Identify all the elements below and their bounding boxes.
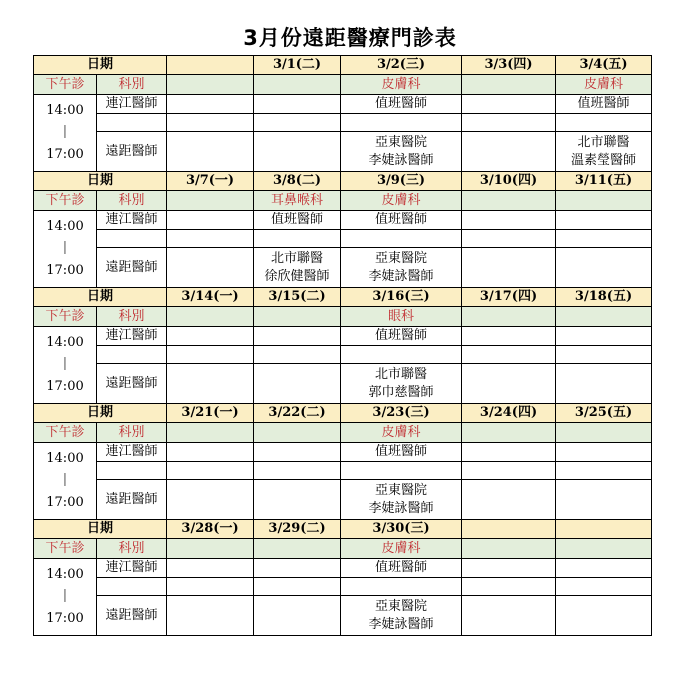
dept-cell (556, 423, 652, 443)
time-range (34, 327, 97, 404)
remote-cell (341, 248, 462, 288)
dept-row (34, 423, 652, 443)
remote-cell (556, 248, 652, 288)
dept-cell (462, 539, 556, 559)
empty-cell (462, 230, 556, 248)
onsite-cell (556, 559, 652, 578)
date-cell (462, 520, 556, 539)
remote-label: 遠距醫師 (97, 132, 167, 172)
onsite-cell: 值班醫師 (341, 443, 462, 462)
schedule-table (33, 55, 652, 636)
remote-cell (341, 596, 462, 636)
dept-row (34, 191, 652, 211)
onsite-cell (462, 95, 556, 114)
empty-cell (97, 346, 167, 364)
dept-label: 科別 (97, 307, 167, 327)
time-end: 17:00 (46, 379, 84, 394)
time-end: 17:00 (46, 263, 84, 278)
dept-cell (462, 423, 556, 443)
remote-doctor: 郭巾慈醫師 (368, 384, 434, 400)
time-separator: | (62, 356, 68, 371)
date-cell: 3/22(二) (254, 404, 341, 423)
remote-hospital: 亞東醫院 (375, 134, 428, 150)
time-range (34, 443, 97, 520)
empty-cell (556, 346, 652, 364)
empty-cell (97, 114, 167, 132)
dept-cell (556, 307, 652, 327)
onsite-cell (254, 95, 341, 114)
date-label: 日期 (34, 172, 167, 191)
onsite-label: 連江醫師 (97, 443, 167, 462)
empty-cell (341, 114, 462, 132)
date-cell: 3/4(五) (556, 56, 652, 75)
date-cell: 3/1(二) (254, 56, 341, 75)
date-cell (556, 520, 652, 539)
dept-cell (556, 539, 652, 559)
dept-cell: 皮膚科 (341, 75, 462, 95)
onsite-cell (462, 443, 556, 462)
onsite-cell (254, 559, 341, 578)
remote-cell (341, 132, 462, 172)
time-start: 14:00 (46, 451, 84, 466)
date-cell: 3/24(四) (462, 404, 556, 423)
gap-row (34, 462, 652, 480)
date-cell (167, 56, 254, 75)
onsite-label: 連江醫師 (97, 327, 167, 346)
remote-cell (254, 480, 341, 520)
dept-row (34, 539, 652, 559)
onsite-cell: 值班醫師 (341, 327, 462, 346)
dept-cell (462, 307, 556, 327)
date-cell: 3/23(三) (341, 404, 462, 423)
session-label: 下午診 (34, 307, 97, 327)
empty-cell (462, 578, 556, 596)
remote-cell (556, 132, 652, 172)
empty-cell (167, 578, 254, 596)
date-cell: 3/3(四) (462, 56, 556, 75)
date-label: 日期 (34, 288, 167, 307)
empty-cell (167, 462, 254, 480)
date-cell: 3/15(二) (254, 288, 341, 307)
onsite-cell (167, 211, 254, 230)
remote-cell (254, 248, 341, 288)
date-cell: 3/30(三) (341, 520, 462, 539)
onsite-cell (167, 443, 254, 462)
onsite-cell: 值班醫師 (341, 559, 462, 578)
remote-hospital: 亞東醫院 (375, 482, 428, 498)
remote-label: 遠距醫師 (97, 596, 167, 636)
onsite-label: 連江醫師 (97, 559, 167, 578)
remote-cell (556, 596, 652, 636)
gap-row (34, 114, 652, 132)
onsite-label: 連江醫師 (97, 211, 167, 230)
remote-label: 遠距醫師 (97, 248, 167, 288)
dept-cell (254, 539, 341, 559)
dept-cell: 眼科 (341, 307, 462, 327)
remote-cell (341, 480, 462, 520)
empty-cell (341, 578, 462, 596)
time-separator: | (62, 588, 68, 603)
empty-cell (254, 346, 341, 364)
date-label: 日期 (34, 56, 167, 75)
empty-cell (97, 462, 167, 480)
remote-hospital: 北市聯醫 (375, 366, 428, 382)
empty-cell (254, 114, 341, 132)
dept-cell (462, 191, 556, 211)
onsite-cell (556, 211, 652, 230)
remote-hospital: 亞東醫院 (375, 598, 428, 614)
remote-doctor: 李婕詠醫師 (368, 152, 434, 168)
onsite-row (34, 559, 652, 578)
dept-cell (462, 75, 556, 95)
onsite-cell: 值班醫師 (556, 95, 652, 114)
time-end: 17:00 (46, 147, 84, 162)
dept-cell (167, 423, 254, 443)
dept-cell (167, 75, 254, 95)
dept-row (34, 307, 652, 327)
dept-cell (167, 191, 254, 211)
remote-hospital: 亞東醫院 (375, 250, 428, 266)
onsite-row (34, 211, 652, 230)
remote-label: 遠距醫師 (97, 364, 167, 404)
onsite-label: 連江醫師 (97, 95, 167, 114)
time-range (34, 211, 97, 288)
dept-label: 科別 (97, 423, 167, 443)
remote-cell (462, 248, 556, 288)
date-row (34, 288, 652, 307)
remote-doctor: 溫素瑩醫師 (571, 152, 637, 168)
date-cell: 3/11(五) (556, 172, 652, 191)
onsite-cell: 值班醫師 (341, 95, 462, 114)
remote-cell (167, 596, 254, 636)
time-start: 14:00 (46, 103, 84, 118)
empty-cell (97, 578, 167, 596)
empty-cell (462, 346, 556, 364)
empty-cell (341, 462, 462, 480)
empty-cell (167, 114, 254, 132)
dept-label: 科別 (97, 75, 167, 95)
time-separator: | (62, 240, 68, 255)
onsite-row (34, 327, 652, 346)
dept-label: 科別 (97, 539, 167, 559)
remote-cell (167, 248, 254, 288)
empty-cell (556, 230, 652, 248)
dept-cell (254, 307, 341, 327)
onsite-cell (556, 443, 652, 462)
remote-doctor: 李婕詠醫師 (368, 616, 434, 632)
remote-cell (462, 480, 556, 520)
onsite-cell (167, 95, 254, 114)
time-range (34, 95, 97, 172)
dept-row (34, 75, 652, 95)
remote-row (34, 132, 652, 172)
remote-cell (167, 364, 254, 404)
date-cell: 3/25(五) (556, 404, 652, 423)
onsite-cell (556, 327, 652, 346)
onsite-row (34, 443, 652, 462)
onsite-cell (254, 443, 341, 462)
date-label: 日期 (34, 404, 167, 423)
empty-cell (167, 230, 254, 248)
empty-cell (462, 114, 556, 132)
empty-cell (462, 462, 556, 480)
time-end: 17:00 (46, 611, 84, 626)
remote-row (34, 364, 652, 404)
empty-cell (167, 346, 254, 364)
dept-cell (167, 307, 254, 327)
session-label: 下午診 (34, 539, 97, 559)
date-cell: 3/7(一) (167, 172, 254, 191)
remote-hospital: 北市聯醫 (577, 134, 630, 150)
gap-row (34, 346, 652, 364)
empty-cell (254, 578, 341, 596)
page-title: 3月份遠距醫療門診表 (243, 26, 457, 50)
onsite-cell: 值班醫師 (341, 211, 462, 230)
remote-cell (556, 364, 652, 404)
onsite-cell (167, 327, 254, 346)
remote-row (34, 480, 652, 520)
onsite-cell (462, 327, 556, 346)
session-label: 下午診 (34, 75, 97, 95)
date-cell: 3/10(四) (462, 172, 556, 191)
remote-cell (167, 132, 254, 172)
remote-cell (462, 132, 556, 172)
remote-cell (462, 596, 556, 636)
onsite-cell (462, 211, 556, 230)
time-separator: | (62, 124, 68, 139)
time-end: 17:00 (46, 495, 84, 510)
dept-cell (254, 423, 341, 443)
date-cell: 3/9(三) (341, 172, 462, 191)
date-cell: 3/28(一) (167, 520, 254, 539)
date-cell: 3/16(三) (341, 288, 462, 307)
dept-cell: 皮膚科 (341, 423, 462, 443)
onsite-cell (167, 559, 254, 578)
empty-cell (556, 462, 652, 480)
remote-cell (556, 480, 652, 520)
date-cell: 3/17(四) (462, 288, 556, 307)
date-cell: 3/21(一) (167, 404, 254, 423)
time-start: 14:00 (46, 219, 84, 234)
date-cell: 3/18(五) (556, 288, 652, 307)
remote-cell (167, 480, 254, 520)
time-range (34, 559, 97, 636)
date-cell: 3/14(一) (167, 288, 254, 307)
gap-row (34, 230, 652, 248)
date-cell: 3/8(二) (254, 172, 341, 191)
remote-cell (341, 364, 462, 404)
remote-doctor: 李婕詠醫師 (368, 500, 434, 516)
dept-cell: 皮膚科 (556, 75, 652, 95)
time-start: 14:00 (46, 335, 84, 350)
dept-cell: 皮膚科 (341, 191, 462, 211)
time-separator: | (62, 472, 68, 487)
dept-cell: 耳鼻喉科 (254, 191, 341, 211)
remote-cell (254, 596, 341, 636)
date-row (34, 404, 652, 423)
time-start: 14:00 (46, 567, 84, 582)
dept-label: 科別 (97, 191, 167, 211)
remote-cell (462, 364, 556, 404)
date-row (34, 56, 652, 75)
date-label: 日期 (34, 520, 167, 539)
remote-doctor: 李婕詠醫師 (368, 268, 434, 284)
onsite-cell: 值班醫師 (254, 211, 341, 230)
remote-row (34, 596, 652, 636)
empty-cell (254, 230, 341, 248)
dept-cell (254, 75, 341, 95)
empty-cell (341, 230, 462, 248)
empty-cell (341, 346, 462, 364)
empty-cell (556, 114, 652, 132)
empty-cell (97, 230, 167, 248)
session-label: 下午診 (34, 423, 97, 443)
remote-doctor: 徐欣健醫師 (264, 268, 330, 284)
remote-label: 遠距醫師 (97, 480, 167, 520)
dept-cell (556, 191, 652, 211)
date-row (34, 520, 652, 539)
onsite-row (34, 95, 652, 114)
date-cell: 3/2(三) (341, 56, 462, 75)
onsite-cell (254, 327, 341, 346)
remote-cell (254, 132, 341, 172)
dept-cell (167, 539, 254, 559)
dept-cell: 皮膚科 (341, 539, 462, 559)
session-label: 下午診 (34, 191, 97, 211)
remote-row (34, 248, 652, 288)
remote-hospital: 北市聯醫 (271, 250, 324, 266)
empty-cell (556, 578, 652, 596)
date-row (34, 172, 652, 191)
date-cell: 3/29(二) (254, 520, 341, 539)
gap-row (34, 578, 652, 596)
onsite-cell (462, 559, 556, 578)
remote-cell (254, 364, 341, 404)
empty-cell (254, 462, 341, 480)
